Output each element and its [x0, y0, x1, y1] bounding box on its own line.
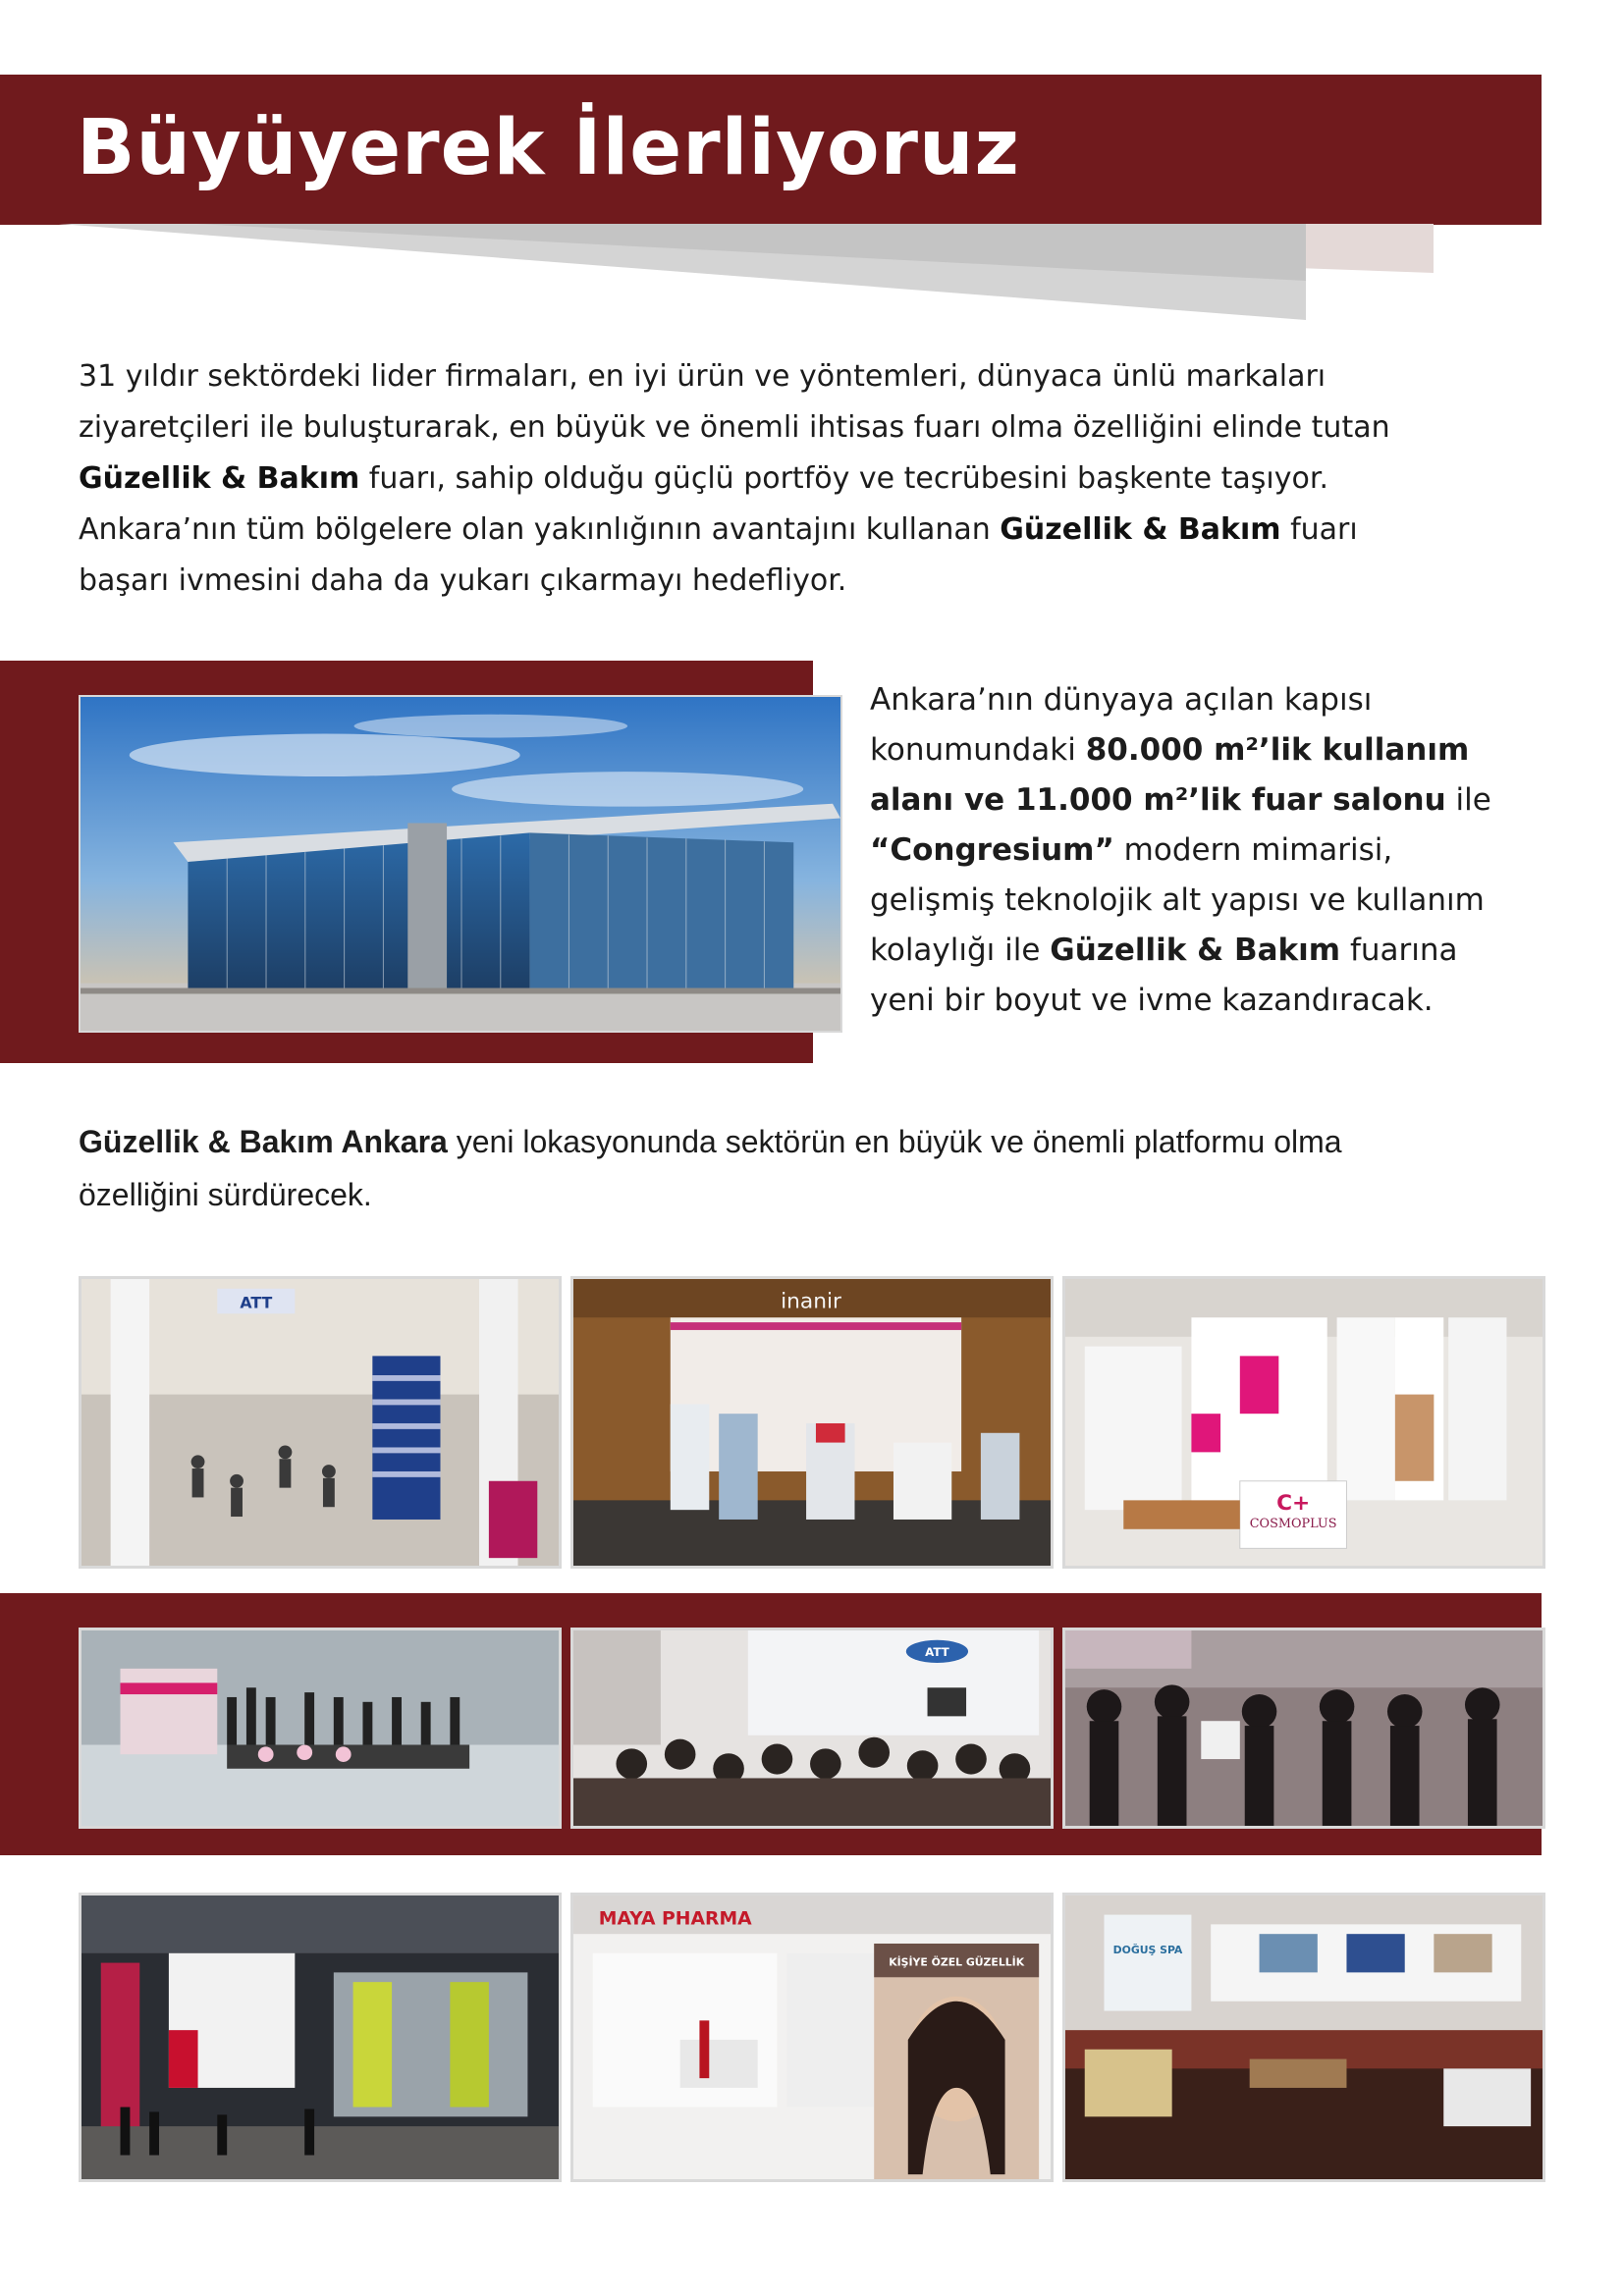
- svg-text:COSMOPLUS: COSMOPLUS: [1249, 1516, 1337, 1531]
- svg-text:ATT: ATT: [925, 1645, 949, 1660]
- cosmoplus-booth-photo: [1062, 1276, 1545, 1569]
- intro-line: başarı ivmesini daha da yukarı çıkarmayı hedefliyor.: [79, 563, 847, 598]
- brand-name: Güzellik & Bakım: [79, 461, 360, 496]
- svg-text:MAYA PHARMA: MAYA PHARMA: [598, 1908, 752, 1930]
- svg-text:ATT: ATT: [240, 1293, 273, 1312]
- svg-text:KİŞİYE ÖZEL GÜZELLİK: KİŞİYE ÖZEL GÜZELLİK: [889, 1955, 1025, 1969]
- page-title: Büyüyerek İlerliyoruz: [77, 104, 1020, 192]
- brand-name: Güzellik & Bakım: [1050, 933, 1341, 968]
- venue-name: “Congresium”: [870, 832, 1114, 868]
- spa-booth-photo: [1062, 1893, 1545, 2182]
- inanir-booth-photo: [570, 1276, 1054, 1569]
- intro-line: ziyaretçileri ile buluşturarak, en büyük ve önemli ihtisas fuarı olma özelliğini elinde tutan: [79, 410, 1390, 445]
- intro-line: Ankara’nın tüm bölgelere olan yakınlığının avantajını kullanan Güzellik & Bakım fuarı: [79, 512, 1358, 547]
- demo-area-crowd-photo: [1062, 1628, 1545, 1829]
- intro-line: Güzellik & Bakım fuarı, sahip olduğu güçlü portföy ve tecrübesini başkente taşıyor.: [79, 461, 1328, 496]
- exhibition-stands-photo: [79, 1893, 562, 2182]
- att-booth-crowd-photo: [570, 1628, 1054, 1829]
- header-swoosh-decoration: [0, 222, 1434, 320]
- svg-text:inanir: inanir: [781, 1289, 841, 1314]
- svg-text:C+: C+: [1276, 1491, 1311, 1517]
- brand-name: Güzellik & Bakım Ankara: [79, 1124, 448, 1159]
- intro-paragraph: [79, 351, 1551, 607]
- visitors-hall-photo: [79, 1628, 562, 1829]
- congresium-building-photo: [79, 695, 842, 1033]
- venue-paragraph: Ankara’nın dünyaya açılan kapısı konumundaki 80.000 m²’lik kullanım alanı ve 11.000 m²’lik fuar salonu ile “Congresium” modern mimarisi, gelişmiş teknolojik alt yapısı ve kullanım kolaylığı ile Güzellik & Bakım fuarına yeni bir boyut ve ivme kazandıracak.: [870, 682, 1491, 1018]
- svg-text:DOĞUŞ SPA: DOĞUŞ SPA: [1112, 1943, 1183, 1956]
- maya-pharma-booth-photo: [570, 1893, 1054, 2182]
- fair-hall-photo: [79, 1276, 562, 1569]
- closing-paragraph: Güzellik & Bakım Ankara yeni lokasyonunda sektörün en büyük ve önemli platformu olma özelliğini sürdürecek.: [79, 1124, 1342, 1212]
- brand-name: Güzellik & Bakım: [1000, 512, 1281, 547]
- intro-line: 31 yıldır sektördeki lider firmaları, en iyi ürün ve yöntemleri, dünyaca ünlü markaları: [79, 359, 1326, 394]
